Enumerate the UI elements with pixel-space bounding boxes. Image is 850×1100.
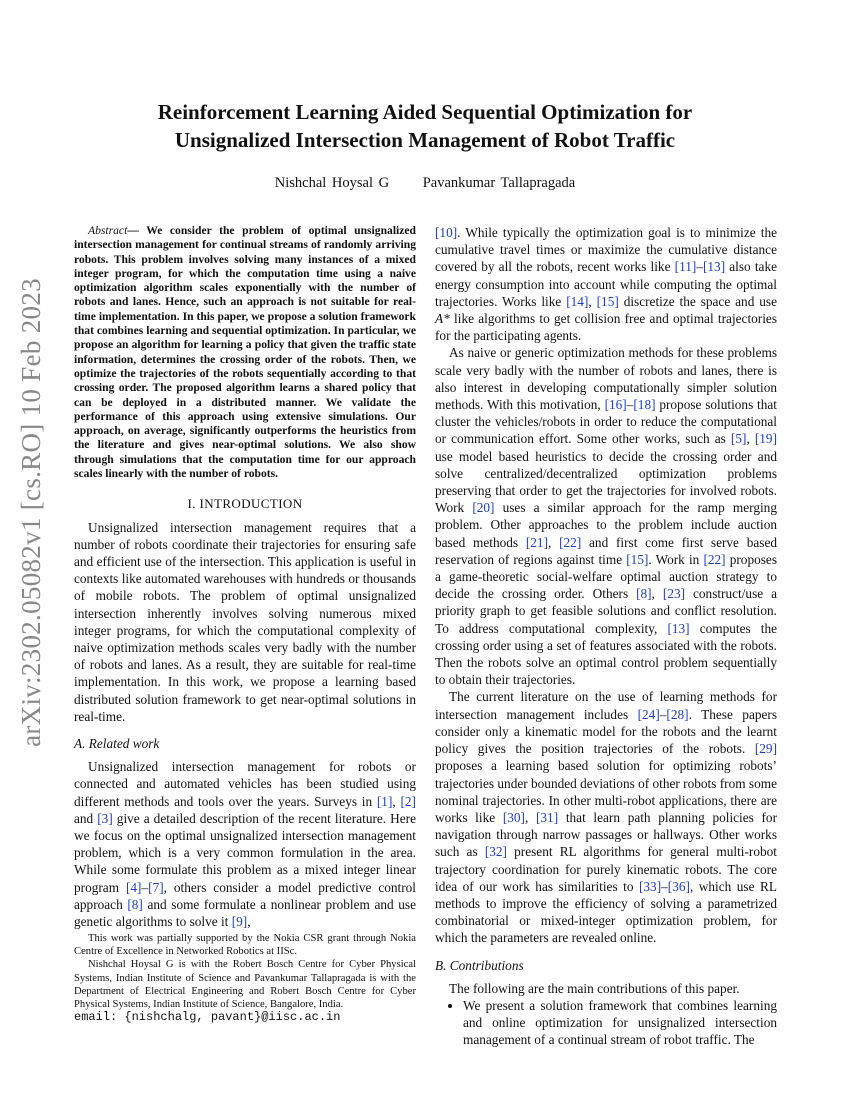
title-line-2: Unsignalized Intersection Management of Robot Traffic (174, 128, 676, 152)
footnotes (74, 932, 416, 1024)
text-run: , (746, 431, 755, 447)
text-run: . These papers consider only a kinematic model for the robots and the learnt policy gives the position trajectories of the robots. (435, 706, 777, 757)
text-run: use model based heuristics to decide the crossing order and solve centralized/decentralized optimization problems preserving that order to get the trajectories for involved robots. Work (435, 448, 777, 516)
citation-link[interactable]: [14] (566, 293, 589, 309)
citation-link[interactable]: [19] (754, 431, 777, 447)
citation-link[interactable]: [8] (127, 896, 143, 912)
text-run: also take energy consumption into account while computing the optimal trajectories. Works like (435, 259, 777, 309)
right-paragraph-1 (435, 224, 777, 344)
left-column (74, 224, 416, 930)
citation-link[interactable]: [22] (703, 551, 726, 567)
right-column (435, 224, 777, 1049)
citation-link[interactable]: [23] (662, 586, 686, 602)
text-run: and (74, 810, 98, 826)
arxiv-stamp-text: arXiv:2302.05082v1 [cs.RO] 10 Feb 2023 (15, 277, 46, 747)
citation-link[interactable]: [8] (636, 586, 652, 602)
right-paragraph-3 (435, 688, 777, 946)
footnote-funding: This work was partially supported by the Nokia CSR grant through Nokia Centre of Excellence in Networked Robotics at IISc. (74, 933, 416, 958)
citation-link[interactable]: [9] (231, 914, 248, 930)
section-heading-introduction: I. INTRODUCTION (187, 496, 303, 512)
right-paragraph-2 (435, 344, 777, 688)
citation-link[interactable]: [30] (502, 809, 525, 825)
citation-link[interactable]: [16] (604, 397, 627, 413)
text-run: and first come first serve based reservation of regions against time (435, 534, 777, 567)
text-run: , which use RL methods to improve the efficiency of solving a parametrized combinatorial or mixed-integer optimization problem, for which the parameters are revealed online. (435, 878, 778, 946)
citation-link[interactable]: [28] (666, 706, 689, 722)
citation-link[interactable]: [33] (638, 878, 662, 894)
text-run: , (392, 793, 401, 809)
citation-link[interactable]: [18] (633, 397, 656, 413)
text-run: . While typically the optimization goal is to minimize the cumulative travel times or maximize the cumulative distance covered by all the robots, recent works like (435, 225, 777, 275)
author-list (70, 175, 780, 192)
intro-paragraph: Unsignalized intersection management requires that a number of robots coordinate their trajectories for ensuring safe and efficient use of the intersection. This application is useful in contexts like automated warehouses with hundreds or thousands of mobile robots. The problem of optimal unsignalized intersection inherently involves solving numerous mixed integer programs, for which the computational complexity of naive optimization methods scales very badly with the number of robots and lanes. As a result, they are suitable for real-time implementation. In this work, we propose a learning based distributed solution framework to get near-optimal solutions in real-time. (74, 519, 416, 724)
text-run: like algorithms to get collision free and optimal trajectories for the participating agents. (435, 311, 777, 344)
text-run: – (141, 879, 149, 895)
arxiv-identifier-stamp (6, 262, 56, 762)
text-run: – (696, 259, 703, 275)
text-run: . Work in (648, 551, 704, 567)
citation-link[interactable]: [4] (125, 879, 142, 895)
citation-link[interactable]: [21] (525, 534, 549, 550)
text-run: construct/use a priority graph to get feasible solutions and conflict resolution. To address computational complexity, (435, 586, 777, 636)
citation-link[interactable]: [1] (376, 793, 393, 809)
text-run: present RL algorithms for general multi-robot trajectory coordination for purely kinematic robots. The core idea of our work has similarities to (435, 844, 777, 894)
text-run: that learn path planning policies for navigation through narrow passages or hallways. Other works such as (435, 809, 778, 860)
text-run: and some formulate a nonlinear problem and use genetic algorithms to solve it (74, 896, 416, 930)
text-run: As naive or generic optimization methods for these problems scale very badly with the number of robots and lanes, there is also interest in developing computationally simpler solution methods. With this motivation, (435, 345, 777, 413)
related-work-paragraph (74, 758, 416, 930)
citation-link[interactable]: [20] (472, 500, 495, 516)
a-star-symbol: A* (435, 311, 450, 327)
subsection-heading-related-work: A. Related work (74, 735, 160, 751)
citation-link[interactable]: [22] (559, 534, 582, 550)
citation-link[interactable]: [2] (400, 793, 416, 809)
citation-link[interactable]: [13] (667, 620, 690, 636)
text-run: , others consider a model predictive control approach (74, 879, 416, 912)
text-run: Unsignalized intersection management for robots or connected and automated vehicles has been studied using different methods and tools over the years. Surveys in (74, 759, 416, 809)
text-run: proposes a learning based solution for optimizing robots’ trajectories under bounded deviations of other robots from some nominal trajectories. In other multi-robot applications, there are works like (435, 758, 777, 825)
contributions-intro: The following are the main contributions of this paper. (449, 980, 740, 996)
abstract (74, 224, 416, 481)
citation-link[interactable]: [15] (596, 293, 619, 309)
citation-link[interactable]: [7] (148, 879, 164, 895)
text-run: give a detailed description of the recent literature. Here we focus on the optimal unsignalized intersection management problem, which is a very common formulation in the area. While some formulate this problem as a mixed integer linear program (74, 810, 417, 895)
text-run: discretize the space and use (618, 293, 777, 309)
author-2: Pavankumar Tallapragada (422, 175, 576, 191)
subsection-heading-contributions: B. Contributions (435, 957, 524, 973)
text-run: propose solutions that cluster the vehicles/robots in order to reduce the computational or communication effort. Some other works, such as (435, 397, 777, 447)
citation-link[interactable]: [13] (702, 259, 726, 275)
contribution-item: • We present a solution framework that combines learning and online optimization for unsignalized intersection management of a continual stream of robot traffic. The (463, 997, 777, 1049)
citation-link[interactable]: [36] (667, 878, 690, 894)
email-text: email: {nishchalg, pavant}@iisc.ac.in (74, 1010, 341, 1025)
citation-link[interactable]: [29] (754, 741, 777, 757)
text-run: , (651, 586, 663, 602)
text-run: computes the crossing order using a set of features associated with the robots. Then the robots solve an optimal control problem sequentially to obtain their trajectories. (435, 620, 777, 688)
citation-link[interactable]: [15] (626, 551, 649, 567)
paper-title (70, 98, 780, 154)
title-line-1: Reinforcement Learning Aided Sequential Optimization for (157, 100, 693, 124)
footnote-affiliations: Nishchal Hoysal G is with the Robert Bosch Centre for Cyber Physical Systems, Indian Institute of Science and Pavankumar Tallapragada is with the Department of Electrical Engineering and Robert Bosch Centre for Cyber Physical Systems, Indian Institute of Science, Bangalore, India. (74, 959, 416, 1011)
text-run: – (626, 397, 634, 413)
citation-link[interactable]: [5] (730, 431, 747, 447)
citation-link[interactable]: [3] (97, 810, 113, 826)
text-run: , (247, 914, 251, 930)
abstract-label: Abstract (88, 224, 128, 237)
text-run: , (548, 534, 560, 550)
author-1: Nishchal Hoysal G (274, 175, 390, 191)
text-run: proposes a game-theoretic social-welfare optimal auction strategy to decide the crossing order. Others (435, 551, 777, 602)
citation-link[interactable]: [24] (637, 706, 660, 722)
text-run: , (588, 293, 597, 309)
citation-link[interactable]: [11] (674, 259, 697, 275)
citation-link[interactable]: [10] (435, 225, 458, 240)
contributions-list (435, 997, 777, 1049)
text-run: The current literature on the use of learning methods for intersection management includes (435, 689, 777, 722)
citation-link[interactable]: [31] (535, 809, 559, 825)
text-run: – (659, 706, 667, 722)
abstract-text: — We consider the problem of optimal unsignalized intersection management for continual streams of randomly arriving robots. This problem involves solving many instances of a mixed integer program, for which the computation time using a naive optimization algorithm scales exponentially with the number of robots and lanes. Hence, such an approach is not suitable for real-time implementation. In this paper, we propose a solution framework that combines learning and sequential optimization. In particular, we propose an algorithm for learning a policy that given the traffic state information, determines the crossing order of the robots. Then, we optimize the trajectories of the robots sequentially according to that crossing order. The proposed algorithm learns a shared policy that can be deployed in a distributed manner. We validate the performance of this approach using extensive simulations. Our approach, on average, significantly outperforms the heuristics from the literature and gives near-optimal solutions. We also show through simulations that the computation time for our approach scales linearly with the number of robots. (74, 224, 416, 481)
text-run: , (524, 809, 536, 825)
text-run: – (661, 878, 668, 894)
text-run: uses a similar approach for the ramp merging problem. Other approaches to the problem include auction based methods (435, 500, 777, 550)
footnote-email (74, 1011, 416, 1024)
citation-link[interactable]: [32] (484, 844, 507, 860)
